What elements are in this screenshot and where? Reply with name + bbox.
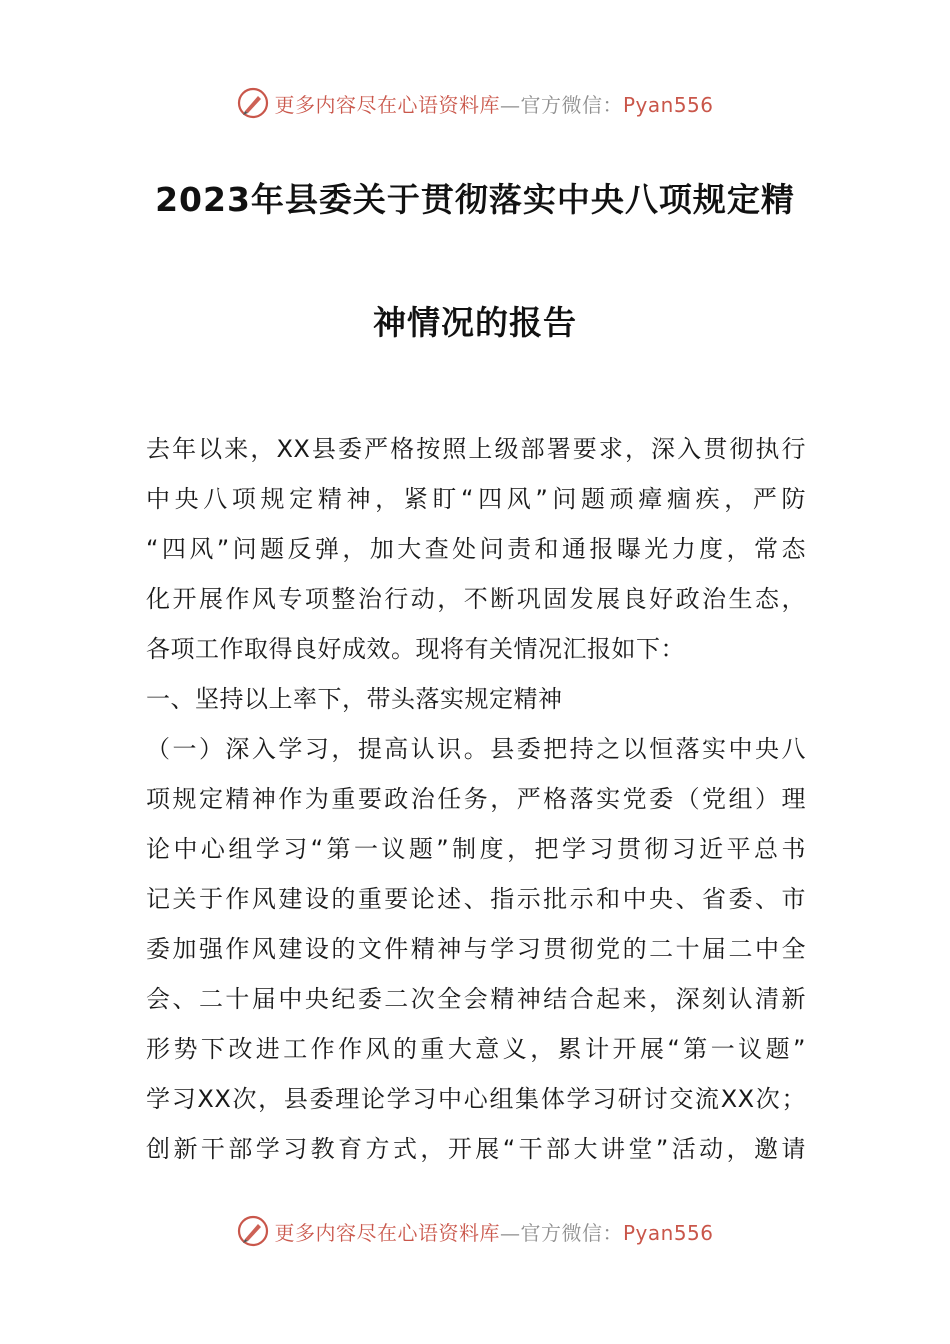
body-line: “四风”问题反弹，加大查处问责和通报曝光力度，常态: [146, 535, 806, 563]
body-line: 记关于作风建设的重要论述、指示批示和中央、省委、市: [146, 885, 806, 913]
body-line: 中央八项规定精神，紧盯“四风”问题顽瘴痼疾，严防: [146, 485, 806, 513]
watermark-label: 官方微信：: [520, 1220, 623, 1245]
body-line: 论中心组学习“第一议题”制度，把学习贯彻习近平总书: [146, 835, 806, 863]
watermark-footer: [0, 1211, 950, 1251]
watermark-dash: —: [499, 1220, 521, 1245]
body-line: 委加强作风建设的文件精神与学习贯彻党的二十届二中全: [146, 935, 806, 963]
body-line: 去年以来，XX县委严格按照上级部署要求，深入贯彻执行: [146, 435, 806, 463]
document-title-line-1: 2023年县委关于贯彻落实中央八项规定精: [155, 180, 795, 219]
watermark-label: 官方微信：: [520, 92, 623, 117]
watermark-wechat-id: Pyan556: [622, 92, 714, 117]
document-title-line-2: 神情况的报告: [373, 303, 577, 342]
watermark-brand: 更多内容尽在心语资料库: [274, 92, 500, 117]
document-body: [146, 424, 806, 1174]
pen-logo-icon: [236, 1214, 270, 1248]
body-line: 化开展作风专项整治行动，不断巩固发展良好政治生态，: [146, 585, 806, 613]
watermark-header: [0, 83, 950, 123]
pen-logo-icon: [236, 86, 270, 120]
watermark-brand: 更多内容尽在心语资料库: [274, 1220, 500, 1245]
watermark-text: [274, 89, 713, 118]
section-heading: 一、坚持以上率下，带头落实规定精神: [146, 685, 563, 713]
body-line: 会、二十届中央纪委二次全会精神结合起来，深刻认清新: [146, 985, 806, 1013]
body-line: 形势下改进工作作风的重大意义，累计开展“第一议题”: [146, 1035, 806, 1063]
watermark-dash: —: [499, 92, 521, 117]
watermark-text: [274, 1217, 713, 1246]
watermark-wechat-id: Pyan556: [622, 1220, 714, 1245]
body-line: 各项工作取得良好成效。现将有关情况汇报如下：: [146, 635, 685, 663]
body-line: 学习XX次，县委理论学习中心组集体学习研讨交流XX次；: [146, 1085, 806, 1113]
body-line: 项规定精神作为重要政治任务，严格落实党委（党组）理: [146, 785, 806, 813]
body-line: （一）深入学习，提高认识。县委把持之以恒落实中央八: [146, 735, 806, 763]
body-line: 创新干部学习教育方式，开展“干部大讲堂”活动，邀请: [146, 1135, 806, 1163]
